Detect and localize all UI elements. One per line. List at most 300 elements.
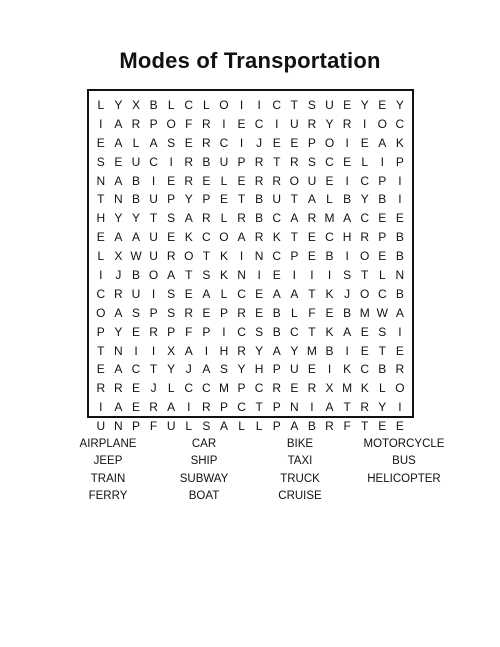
grid-letter: T [202,249,211,264]
grid-letter: C [96,286,106,301]
grid-letter: S [131,305,140,320]
grid-letter: R [237,211,246,226]
grid-letter: B [202,154,211,169]
grid-letter: E [378,419,387,434]
word-list-item: BIKE [286,438,314,450]
grid-letter: I [151,286,156,301]
grid-letter: I [398,324,402,339]
grid-letter: P [378,230,387,245]
grid-letter: T [361,419,369,434]
grid-letter: T [97,192,105,207]
grid-letter: N [237,268,246,283]
grid-letter: E [96,230,105,245]
grid-letter: N [289,400,299,415]
grid-letter: E [272,135,281,150]
grid-letter: A [307,192,316,207]
grid-letter: E [96,362,105,377]
grid-letter: E [325,173,334,188]
grid-letter: I [310,400,314,415]
grid-letter: F [149,419,158,434]
grid-letter: A [114,305,123,320]
grid-letter: T [290,98,298,112]
grid-letter: L [132,135,140,150]
grid-letter: R [166,249,176,264]
grid-letter: A [325,400,334,415]
grid-letter: C [237,324,246,339]
grid-letter: R [131,116,141,131]
grid-letter: N [254,249,264,264]
grid-letter: C [377,286,387,301]
grid-letter: C [131,362,141,377]
grid-letter: J [115,268,122,283]
grid-letter: R [202,116,211,131]
grid-letter: L [326,192,333,207]
grid-letter: R [149,400,158,415]
grid-letter: L [361,154,369,169]
grid-letter: R [307,211,317,226]
grid-letter: I [398,192,402,207]
grid-letter: C [149,154,158,169]
grid-letter: R [202,211,211,226]
grid-letter: B [378,362,387,377]
word-list-item: BUS [392,455,416,468]
grid-letter: I [398,400,402,415]
grid-letter: A [237,230,246,245]
grid-letter: R [325,419,334,434]
grid-letter: I [380,154,384,169]
grid-letter: A [290,211,299,226]
word-list-item: CAR [191,438,217,450]
grid-letter: Y [360,192,369,207]
grid-letter: N [114,192,123,207]
grid-letter: E [202,173,211,188]
grid-letter: S [255,324,264,339]
grid-letter: K [219,249,228,264]
grid-letter: B [325,343,334,358]
grid-letter: O [360,286,370,301]
grid-letter: M [218,381,229,396]
grid-letter: E [237,116,246,131]
grid-letter: E [325,305,334,320]
grid-letter: P [149,116,158,131]
grid-letter: I [257,268,261,283]
grid-letter: X [325,381,334,396]
grid-letter: B [395,286,404,301]
grid-letter: P [378,173,387,188]
grid-letter: H [219,343,229,358]
grid-letter: I [134,343,138,358]
grid-letter: T [97,343,105,358]
grid-letter: E [360,324,369,339]
grid-letter: U [219,154,229,169]
grid-letter: Y [255,343,264,358]
grid-letter: H [96,211,106,226]
grid-letter: U [149,192,158,207]
word-list-item: HELICOPTER [367,472,441,485]
word-list-item: TAXI [287,455,313,468]
grid-letter: A [114,362,123,377]
grid-letter: R [114,286,123,301]
grid-letter: I [99,400,103,415]
grid-letter: A [114,400,123,415]
grid-letter: X [167,343,176,358]
grid-letter: J [185,362,192,377]
word-list-item: TRUCK [280,472,320,485]
grid-letter: P [96,324,105,339]
grid-letter: F [308,305,316,320]
grid-letter: E [237,173,246,188]
grid-letter: A [114,230,123,245]
grid-letter: R [272,381,282,396]
grid-letter: C [395,116,405,131]
grid-letter: R [289,154,299,169]
grid-letter: R [149,324,158,339]
grid-letter: I [151,173,156,188]
grid-letter: P [131,419,140,434]
grid-letter: L [255,419,263,434]
grid-letter: E [307,249,316,264]
grid-letter: I [345,135,349,150]
word-list-item: SUBWAY [179,472,229,485]
grid-letter: I [345,249,349,264]
grid-letter: E [131,381,140,396]
grid-letter: S [219,362,228,377]
grid-letter: A [343,211,352,226]
grid-letter: R [184,305,194,320]
grid-letter: E [167,230,176,245]
grid-letter: J [256,135,263,150]
grid-letter: S [96,154,105,169]
grid-letter: E [360,343,369,358]
grid-letter: F [185,324,193,339]
grid-letter: U [131,154,141,169]
grid-letter: Y [184,192,193,207]
grid-letter: U [325,98,334,112]
grid-letter: A [114,135,123,150]
grid-letter: C [272,98,282,112]
grid-letter: L [97,98,105,112]
grid-letter: L [290,305,298,320]
grid-letter: O [324,135,335,150]
grid-letter: C [184,381,194,396]
grid-letter: R [360,400,370,415]
grid-letter: C [184,98,194,112]
grid-letter: A [395,305,404,320]
grid-letter: R [272,173,282,188]
grid-letter: F [343,419,351,434]
grid-letter: C [360,362,370,377]
grid-letter: E [395,211,404,226]
grid-letter: U [289,362,299,377]
grid-letter: S [167,305,176,320]
grid-letter: F [185,116,193,131]
grid-letter: U [131,286,141,301]
grid-letter: E [378,249,387,264]
grid-letter: R [96,381,106,396]
grid-letter: P [272,419,281,434]
grid-letter: I [327,362,332,377]
grid-letter: P [290,249,299,264]
grid-letter: I [327,268,332,283]
grid-letter: O [395,381,405,396]
grid-letter: R [237,305,246,320]
grid-letter: Y [237,362,246,377]
grid-letter: E [395,419,404,434]
grid-letter: T [308,286,316,301]
grid-letter: B [272,324,281,339]
grid-letter: T [273,154,281,169]
grid-letter: A [184,343,193,358]
grid-letter: E [96,135,105,150]
grid-letter: T [185,268,193,283]
grid-letter: N [96,173,106,188]
grid-letter: C [325,154,334,169]
grid-letter: B [343,192,352,207]
grid-letter: S [307,154,316,169]
grid-letter: I [204,343,209,358]
grid-letter: C [272,211,282,226]
grid-letter: B [131,173,140,188]
grid-letter: L [378,381,386,396]
grid-letter: Y [378,400,387,415]
grid-letter: E [378,211,387,226]
grid-letter: R [254,230,264,245]
grid-letter: M [342,381,353,396]
grid-letter: E [184,286,193,301]
grid-letter: T [255,400,263,415]
grid-letter: L [203,98,210,112]
grid-letter: R [184,154,194,169]
grid-letter: A [184,211,193,226]
grid-letter: B [395,230,404,245]
grid-letter: A [272,343,281,358]
grid-letter: O [219,230,229,245]
grid-letter: E [378,98,387,112]
grid-letter: S [167,211,176,226]
grid-letter: A [219,419,228,434]
grid-letter: R [184,173,194,188]
grid-letter: C [237,286,246,301]
grid-letter: R [254,154,264,169]
grid-letter: C [272,249,282,264]
grid-letter: C [237,400,246,415]
word-search-grid [87,89,414,434]
grid-letter: R [114,381,123,396]
grid-letter: K [219,268,228,283]
grid-letter: K [395,135,404,150]
grid-letter: E [255,286,264,301]
grid-letter: N [114,419,123,434]
grid-letter: S [167,286,176,301]
grid-letter: E [343,154,352,169]
grid-letter: A [114,173,123,188]
grid-letter: I [169,154,173,169]
grid-letter: P [237,381,246,396]
grid-letter: T [290,192,298,207]
grid-letter: T [343,400,351,415]
grid-letter: B [149,98,158,112]
grid-letter: R [202,400,211,415]
grid-letter: I [222,116,226,131]
grid-letter: O [377,116,387,131]
grid-letter: U [289,116,299,131]
grid-letter: J [344,286,351,301]
grid-letter: L [167,381,175,396]
grid-letter: H [254,362,264,377]
grid-letter: O [184,249,194,264]
grid-letter: A [114,116,123,131]
grid-letter: K [325,286,334,301]
grid-letter: T [149,362,158,377]
grid-letter: A [378,135,387,150]
grid-letter: P [272,400,281,415]
grid-letter: Y [131,211,140,226]
grid-letter: X [114,249,123,264]
grid-letter: C [202,381,211,396]
page-title: Modes of Transportation [119,48,381,73]
grid-letter: L [220,286,228,301]
grid-letter: B [307,419,316,434]
grid-letter: U [166,419,176,434]
grid-letter: I [275,116,279,131]
grid-letter: I [345,343,349,358]
grid-letter: I [292,268,296,283]
grid-letter: E [255,305,264,320]
grid-letter: C [360,173,370,188]
grid-letter: O [360,249,370,264]
grid-letter: T [149,211,158,226]
grid-letter: U [149,249,158,264]
grid-letter: O [166,116,176,131]
word-list-item: BOAT [188,490,220,503]
grid-letter: E [202,305,211,320]
word-list-item: FERRY [88,490,128,503]
grid-letter: I [257,98,261,112]
grid-letter: K [360,381,369,396]
grid-letter: P [237,154,246,169]
grid-letter: I [187,400,191,415]
grid-letter: L [238,419,245,434]
grid-letter: E [343,98,352,112]
grid-letter: C [254,116,264,131]
grid-letter: I [222,324,226,339]
grid-letter: C [325,230,334,245]
grid-letter: O [289,173,299,188]
grid-letter: A [290,286,299,301]
grid-letter: P [202,324,211,339]
grid-letter: M [306,343,317,358]
grid-letter: P [167,192,176,207]
grid-letter: E [290,135,299,150]
grid-letter: E [307,362,316,377]
word-list-item: MOTORCYCLE [363,438,445,450]
grid-letter: U [272,192,282,207]
grid-letter: U [307,173,317,188]
grid-letter: A [202,286,211,301]
grid-letter: T [237,192,246,207]
grid-letter: P [202,192,211,207]
grid-letter: R [360,230,370,245]
grid-letter: A [202,362,211,377]
grid-letter: W [376,305,388,320]
grid-letter: Y [360,98,369,112]
grid-letter: Y [114,324,123,339]
grid-letter: T [361,268,369,283]
grid-letter: O [148,268,159,283]
letter-grid [92,96,409,436]
grid-letter: B [131,268,140,283]
grid-letter: S [378,324,387,339]
grid-letter: R [395,362,405,377]
grid-letter: E [290,381,299,396]
word-list-item: AIRPLANE [79,438,137,450]
word-list-item: JEEP [93,455,123,468]
grid-letter: I [398,173,402,188]
grid-letter: B [131,192,140,207]
grid-letter: L [97,249,105,264]
grid-letter: W [130,249,142,264]
grid-letter: Y [114,211,123,226]
grid-letter: C [289,324,299,339]
grid-letter: M [359,305,370,320]
grid-letter: R [342,116,352,131]
grid-letter: U [96,419,106,434]
grid-letter: T [308,324,316,339]
grid-letter: B [395,249,404,264]
grid-letter: I [99,268,103,283]
grid-letter: I [151,343,156,358]
grid-letter: I [345,173,349,188]
grid-letter: B [272,305,281,320]
grid-letter: I [363,116,367,131]
grid-letter: B [255,192,264,207]
word-list-item: SHIP [190,455,218,468]
grid-letter: O [219,98,229,112]
grid-letter: P [395,154,404,169]
grid-letter: X [131,98,140,112]
grid-letter: P [219,305,228,320]
grid-letter: A [167,400,176,415]
grid-letter: S [167,135,176,150]
grid-letter: I [310,268,314,283]
grid-letter: E [272,268,281,283]
grid-letter: L [167,98,175,112]
grid-letter: E [167,173,176,188]
grid-letter: S [202,268,211,283]
grid-letter: T [378,343,386,358]
grid-letter: A [131,230,140,245]
grid-letter: Y [290,343,299,358]
grid-letter: A [343,324,352,339]
grid-letter: N [395,268,405,283]
grid-letter: R [254,173,264,188]
grid-letter: E [360,135,369,150]
grid-letter: N [114,343,123,358]
grid-letter: K [272,230,281,245]
grid-letter: E [395,343,404,358]
grid-letter: E [184,135,193,150]
grid-letter: E [219,192,228,207]
grid-letter: C [254,381,264,396]
grid-letter: S [307,98,316,112]
grid-letter: I [239,135,244,150]
grid-letter: P [307,135,316,150]
grid-letter: L [220,173,228,188]
grid-letter: K [184,230,193,245]
grid-letter: T [290,230,298,245]
grid-letter: O [96,305,106,320]
grid-letter: A [167,268,176,283]
